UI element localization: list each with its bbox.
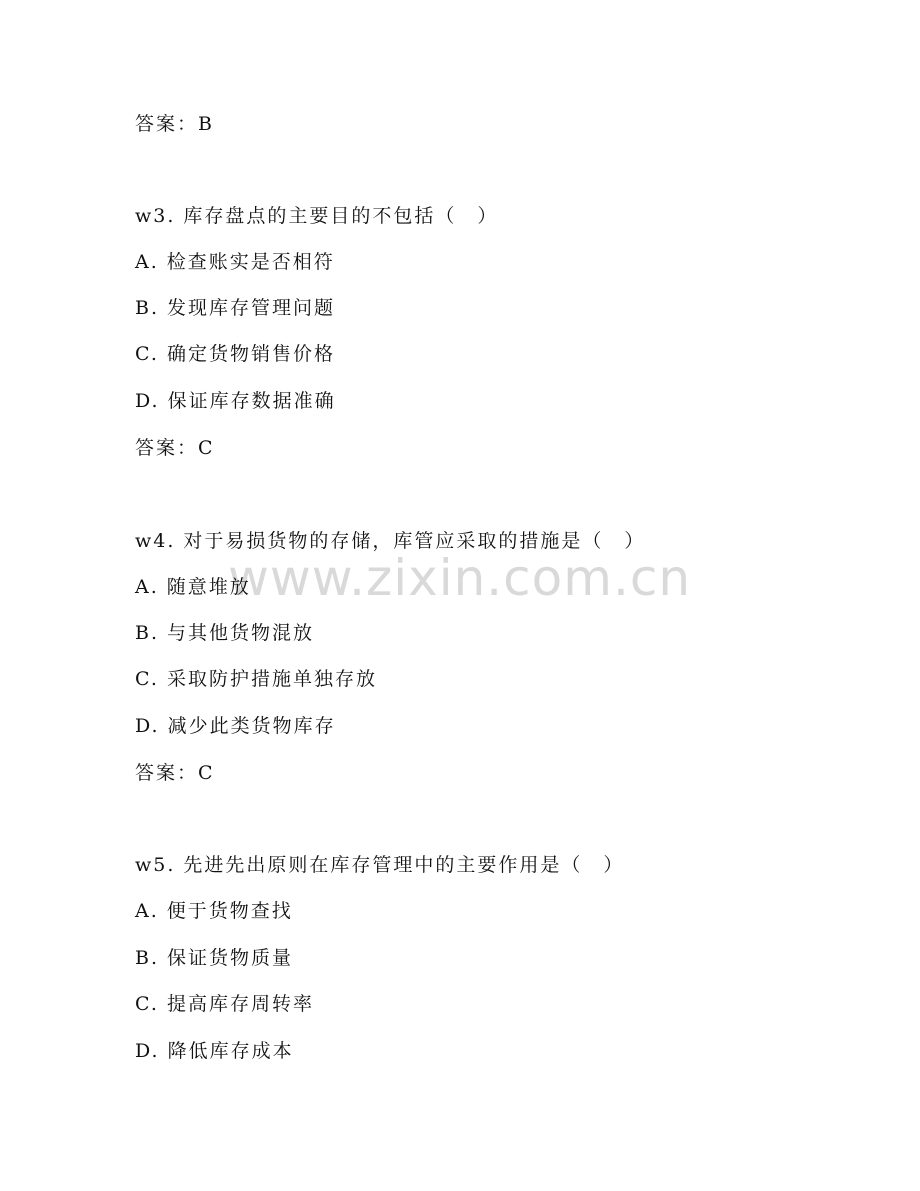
option-d-w5: D. 降低库存成本 [135, 1040, 294, 1062]
answer-w3: 答案：C [135, 437, 215, 459]
option-d-w3: D. 保证库存数据准确 [135, 390, 336, 412]
question-w3: w3. 库存盘点的主要目的不包括（ ） [135, 205, 499, 227]
option-b-w4: B. 与其他货物混放 [135, 622, 315, 644]
option-d-w4: D. 减少此类货物库存 [135, 715, 336, 737]
option-c-w3: C. 确定货物销售价格 [135, 343, 335, 365]
answer-q2: 答案：B [135, 113, 214, 135]
option-b-w3: B. 发现库存管理问题 [135, 297, 336, 319]
option-b-w5: B. 保证货物质量 [135, 947, 294, 969]
option-c-w4: C. 采取防护措施单独存放 [135, 668, 377, 690]
option-c-w5: C. 提高库存周转率 [135, 993, 314, 1015]
option-a-w3: A. 检查账实是否相符 [135, 251, 335, 273]
answer-w4: 答案：C [135, 762, 215, 784]
question-w5: w5. 先进先出原则在库存管理中的主要作用是（ ） [135, 854, 625, 876]
option-a-w4: A. 随意堆放 [135, 576, 251, 598]
option-a-w5: A. 便于货物查找 [135, 900, 293, 922]
question-w4: w4. 对于易损货物的存储，库管应采取的措施是（ ） [135, 530, 646, 552]
watermark: www.zixin.com.cn [228, 549, 692, 607]
